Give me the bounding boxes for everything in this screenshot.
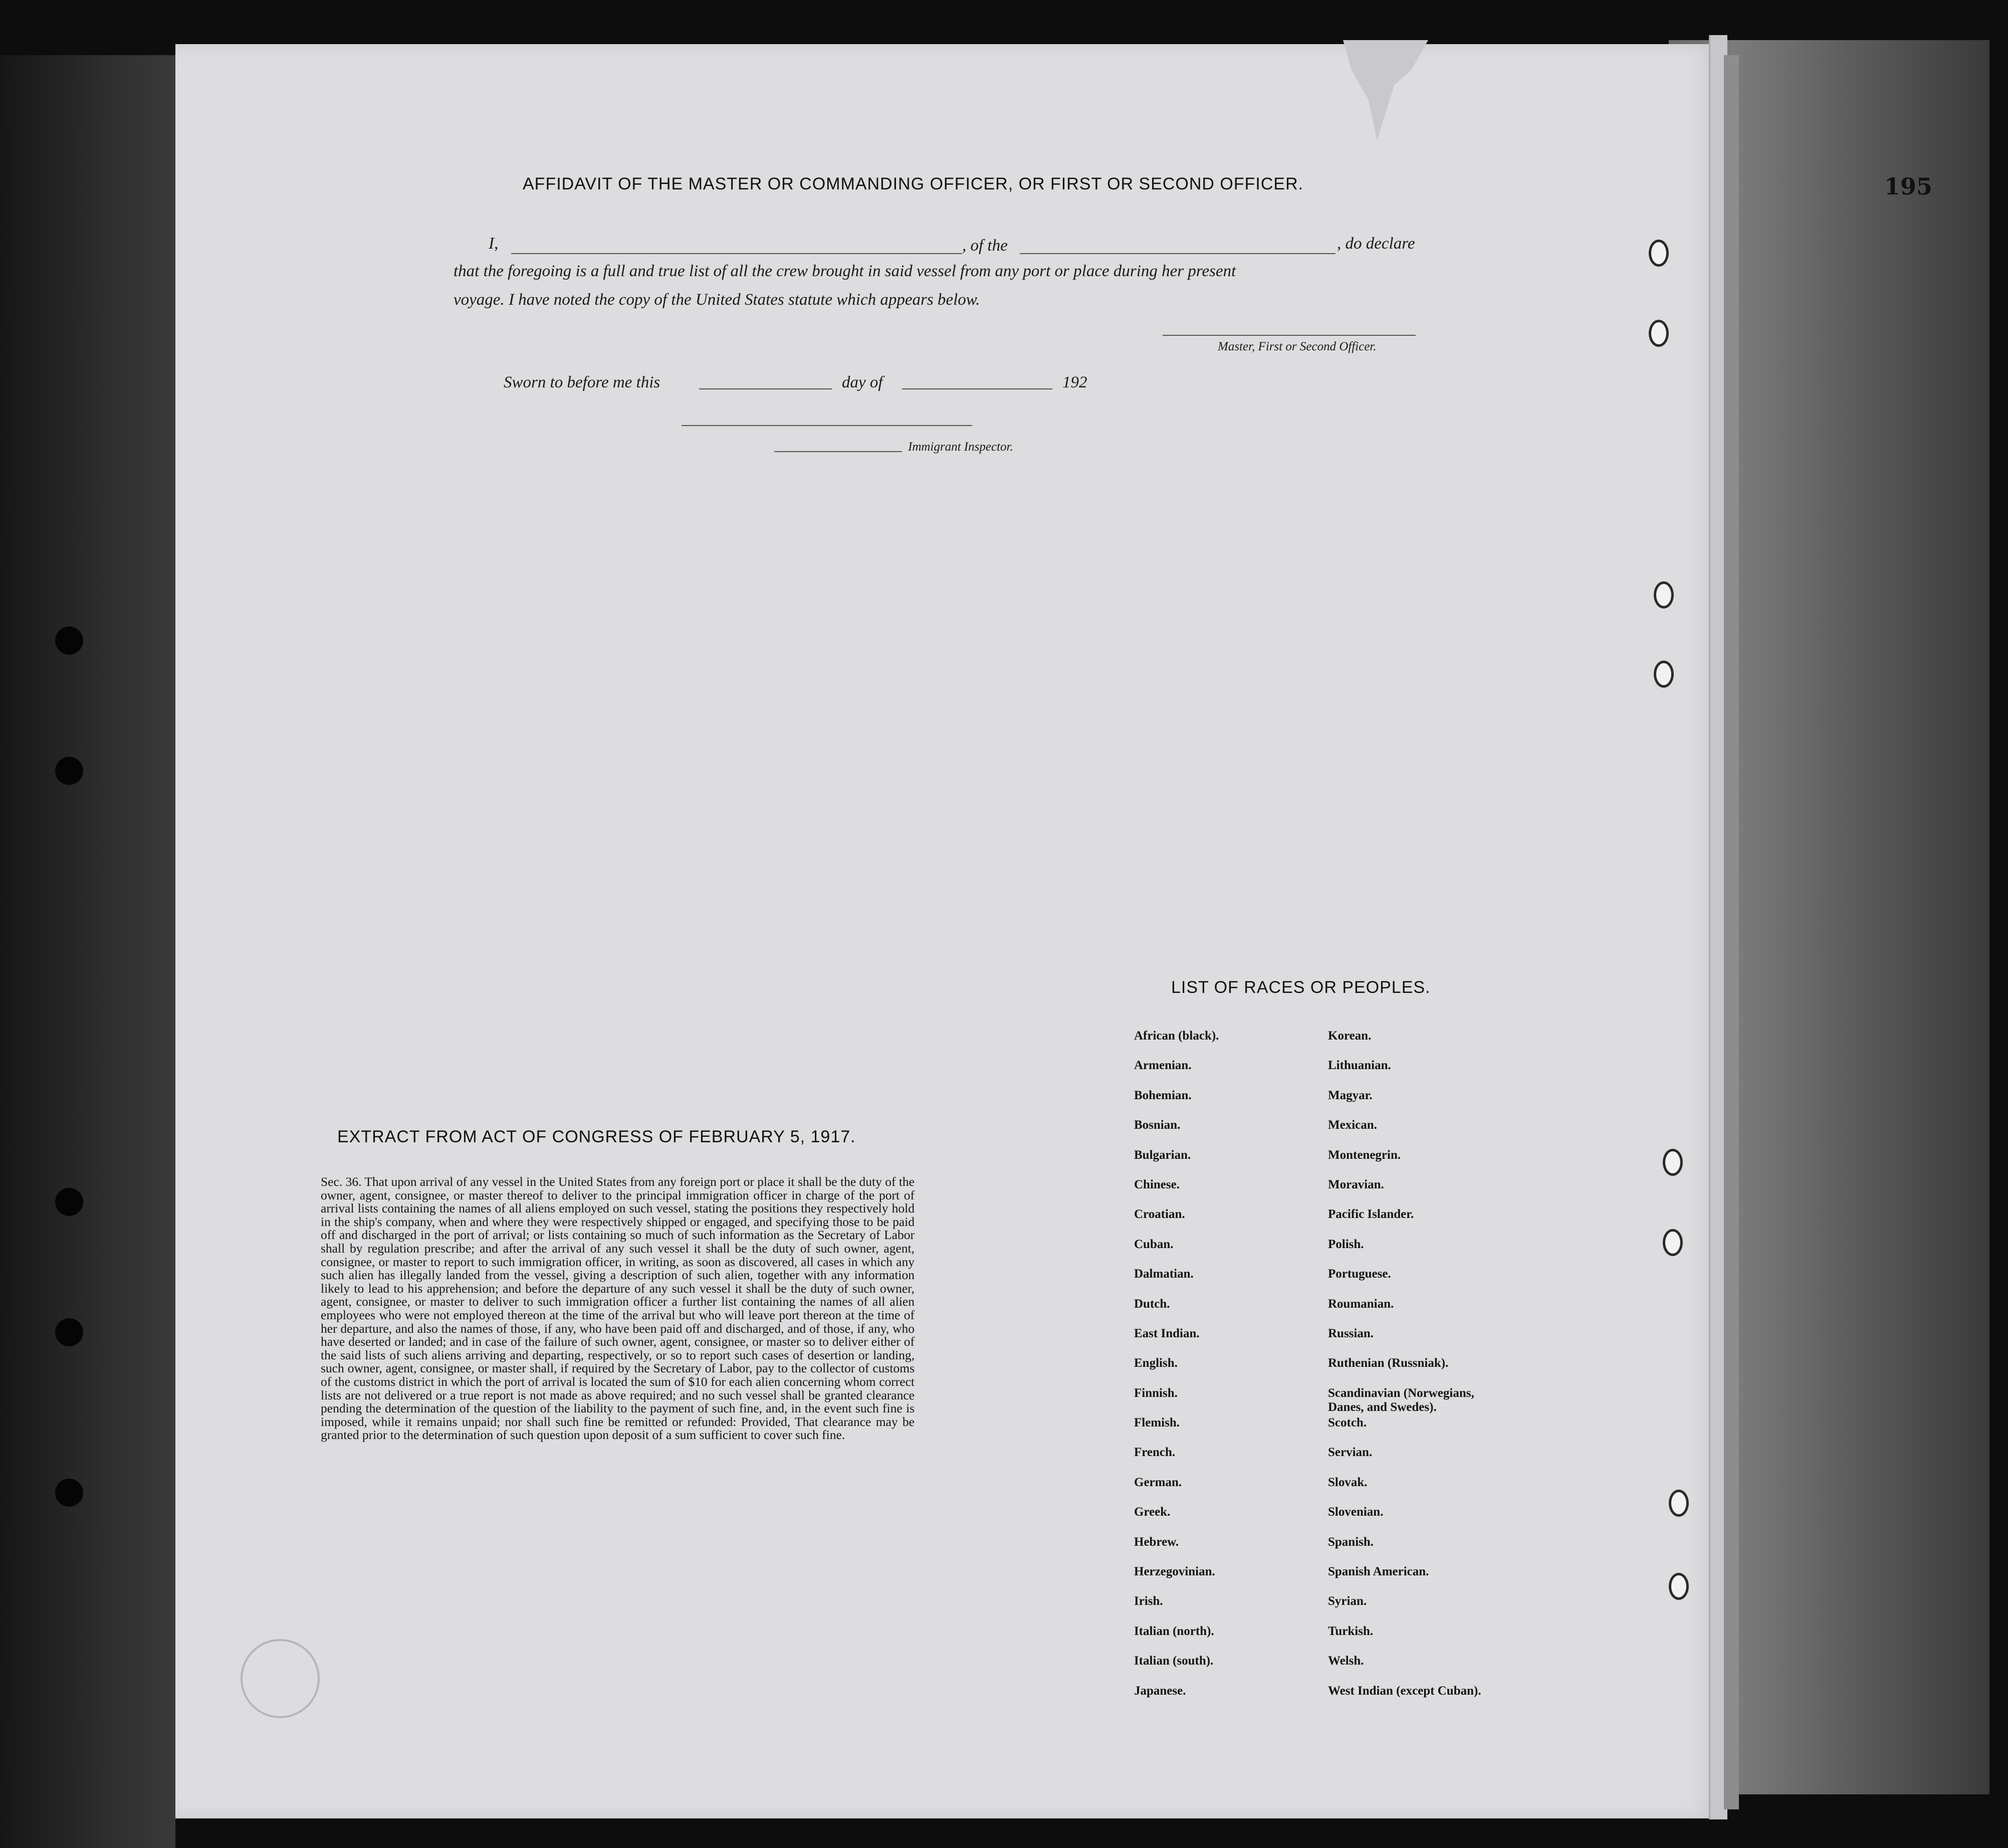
punch-hole xyxy=(1669,1573,1689,1600)
punch-hole xyxy=(1663,1149,1683,1176)
races-column-right xyxy=(1328,1029,1548,1714)
extract-title: EXTRACT FROM ACT OF CONGRESS OF FEBRUARY 5, 1917. xyxy=(337,1127,856,1146)
race-item: Moravian. xyxy=(1328,1177,1384,1191)
race-item: Dutch. xyxy=(1134,1297,1170,1311)
punch-hole xyxy=(1654,581,1674,608)
punch-hole xyxy=(1654,661,1674,688)
race-item: Armenian. xyxy=(1134,1059,1192,1073)
race-item: Chinese. xyxy=(1134,1177,1180,1191)
race-item: Polish. xyxy=(1328,1237,1364,1251)
master-signature-line xyxy=(1163,335,1416,336)
affidavit-do-declare: , do declare xyxy=(1337,235,1415,253)
binding-hole xyxy=(55,1188,83,1216)
binding-strip xyxy=(0,55,175,1848)
binding-hole xyxy=(55,1318,83,1346)
punch-hole xyxy=(1669,1490,1689,1517)
race-item: Slovak. xyxy=(1328,1475,1368,1489)
race-item: Korean. xyxy=(1328,1029,1372,1043)
race-item: Syrian. xyxy=(1328,1594,1367,1608)
race-item: Croatian. xyxy=(1134,1207,1185,1221)
sworn-day-blank xyxy=(699,388,832,389)
affidavit-of-the: , of the xyxy=(962,237,1008,255)
punch-hole xyxy=(1649,320,1669,347)
punch-hole xyxy=(1649,240,1669,267)
affidavit-line3: voyage. I have noted the copy of the United States statute which appears below. xyxy=(454,291,980,309)
year-label: 192 xyxy=(1062,373,1087,391)
race-item: Flemish. xyxy=(1134,1416,1180,1430)
affidavit-i: I, xyxy=(489,235,499,253)
race-item: Roumanian. xyxy=(1328,1297,1394,1311)
name-blank xyxy=(511,253,962,254)
race-item: Slovenian. xyxy=(1328,1505,1384,1519)
race-item: Italian (north). xyxy=(1134,1624,1214,1638)
race-item: Montenegrin. xyxy=(1328,1148,1401,1162)
inspector-line-upper xyxy=(682,425,972,426)
race-item: German. xyxy=(1134,1475,1182,1489)
affidavit-line2: that the foregoing is a full and true list of all the crew brought in said vessel from any port or place during her present xyxy=(454,262,1236,280)
race-item: Portuguese. xyxy=(1328,1267,1391,1281)
race-item: Spanish American. xyxy=(1328,1565,1429,1579)
race-item: Welsh. xyxy=(1328,1654,1364,1668)
race-item: Scandinavian (Norwegians, Danes, and Swedes). xyxy=(1328,1386,1474,1414)
race-item: English. xyxy=(1134,1356,1178,1370)
inspector-label: Immigrant Inspector. xyxy=(908,440,1013,454)
binding-hole xyxy=(55,757,83,785)
binding-hole xyxy=(55,627,83,655)
race-item: Ruthenian (Russniak). xyxy=(1328,1356,1449,1370)
race-item: African (black). xyxy=(1134,1029,1219,1043)
punch-hole xyxy=(1663,1229,1683,1256)
race-item: Herzegovinian. xyxy=(1134,1565,1215,1579)
race-item: Irish. xyxy=(1134,1594,1163,1608)
race-item: Magyar. xyxy=(1328,1088,1373,1102)
race-item: Japanese. xyxy=(1134,1684,1186,1698)
race-item: Lithuanian. xyxy=(1328,1059,1391,1073)
race-item: West Indian (except Cuban). xyxy=(1328,1684,1481,1698)
race-item: Bohemian. xyxy=(1134,1088,1192,1102)
race-item: Dalmatian. xyxy=(1134,1267,1194,1281)
race-item: Bulgarian. xyxy=(1134,1148,1191,1162)
extract-body-text: Sec. 36. That upon arrival of any vessel in the United States from any foreign port or place it shall be the duty of the owner, agent, consignee, or master thereof to deliver to the principal immigration officer in charge of the port of arrival lists containing the names of all aliens employed on such vessel, stating the positions they respectively hold in the ship's company, when and where they were respectively shipped or engaged, and specifying those to be paid off and discharged in the port of arrival; or lists containing so much of such information as the Secretary of Labor shall by regulation prescribe; and after the arrival of any such vessel it shall be the duty of such owner, agent, consignee, or master to report to such immigration officer, in writing, as soon as discovered, all cases in which any such alien has illegally landed from the vessel, giving a description of such alien, together with any information likely to lead to his apprehension; and before the departure of any such vessel it shall be the duty of such owner, agent, consignee, or master to deliver to such immigration officer a further list containing the names of all alien employees who were not employed thereon at the time of the arrival but who will leave port thereon at the time of her departure, and also the names of those, if any, who have been paid off and discharged, and of those, if any, who have deserted or landed; and in case of the failure of such owner, agent, consignee, or master so to deliver either of the said lists of such aliens arriving and departing, respectively, or so to report such cases of desertion or landing, such owner, agent, consignee, or master shall, if required by the Secretary of Labor, pay to the collector of customs of the customs district in which the port of arrival is located the sum of $10 for each alien concerning whom correct lists are not delivered or a true report is not made as above required; and no such vessel shall be granted clearance pending the determination of the question of the liability to the payment of such fine, and, in the event such fine is imposed, while it remains unpaid; nor shall such fine be remitted or refunded: Provided, That clearance may be granted prior to the determination of such question upon deposit of a sum sufficient to cover such fine. xyxy=(321,1174,915,1443)
race-item: French. xyxy=(1134,1446,1176,1460)
sworn-label: Sworn to before me this xyxy=(504,373,660,391)
races-title: LIST OF RACES OR PEOPLES. xyxy=(1171,978,1431,997)
race-item: Pacific Islander. xyxy=(1328,1207,1414,1221)
race-item: Turkish. xyxy=(1328,1624,1374,1638)
race-item: Cuban. xyxy=(1134,1237,1174,1251)
race-item: Mexican. xyxy=(1328,1118,1377,1132)
inspector-signature-line xyxy=(774,451,902,452)
races-column-left xyxy=(1134,1029,1345,1714)
affidavit-title: AFFIDAVIT OF THE MASTER OR COMMANDING OFFICER, OR FIRST OR SECOND OFFICER. xyxy=(523,174,1304,193)
race-item: Scotch. xyxy=(1328,1416,1367,1430)
race-item: Finnish. xyxy=(1134,1386,1178,1400)
race-item: Bosnian. xyxy=(1134,1118,1181,1132)
sworn-month-blank xyxy=(902,388,1052,389)
faded-stamp xyxy=(241,1639,320,1718)
page-edge-shadow xyxy=(1724,55,1739,1809)
day-of-label: day of xyxy=(842,373,883,391)
race-item: Italian (south). xyxy=(1134,1654,1214,1668)
binding-hole xyxy=(55,1479,83,1507)
race-item: Russian. xyxy=(1328,1326,1374,1340)
race-item: Hebrew. xyxy=(1134,1535,1179,1549)
page-number: 195 xyxy=(1884,173,1933,200)
master-label: Master, First or Second Officer. xyxy=(1218,340,1377,353)
race-item: Servian. xyxy=(1328,1446,1373,1460)
vessel-blank xyxy=(1020,253,1335,254)
race-item: East Indian. xyxy=(1134,1326,1200,1340)
race-item: Greek. xyxy=(1134,1505,1171,1519)
race-item: Spanish. xyxy=(1328,1535,1374,1549)
